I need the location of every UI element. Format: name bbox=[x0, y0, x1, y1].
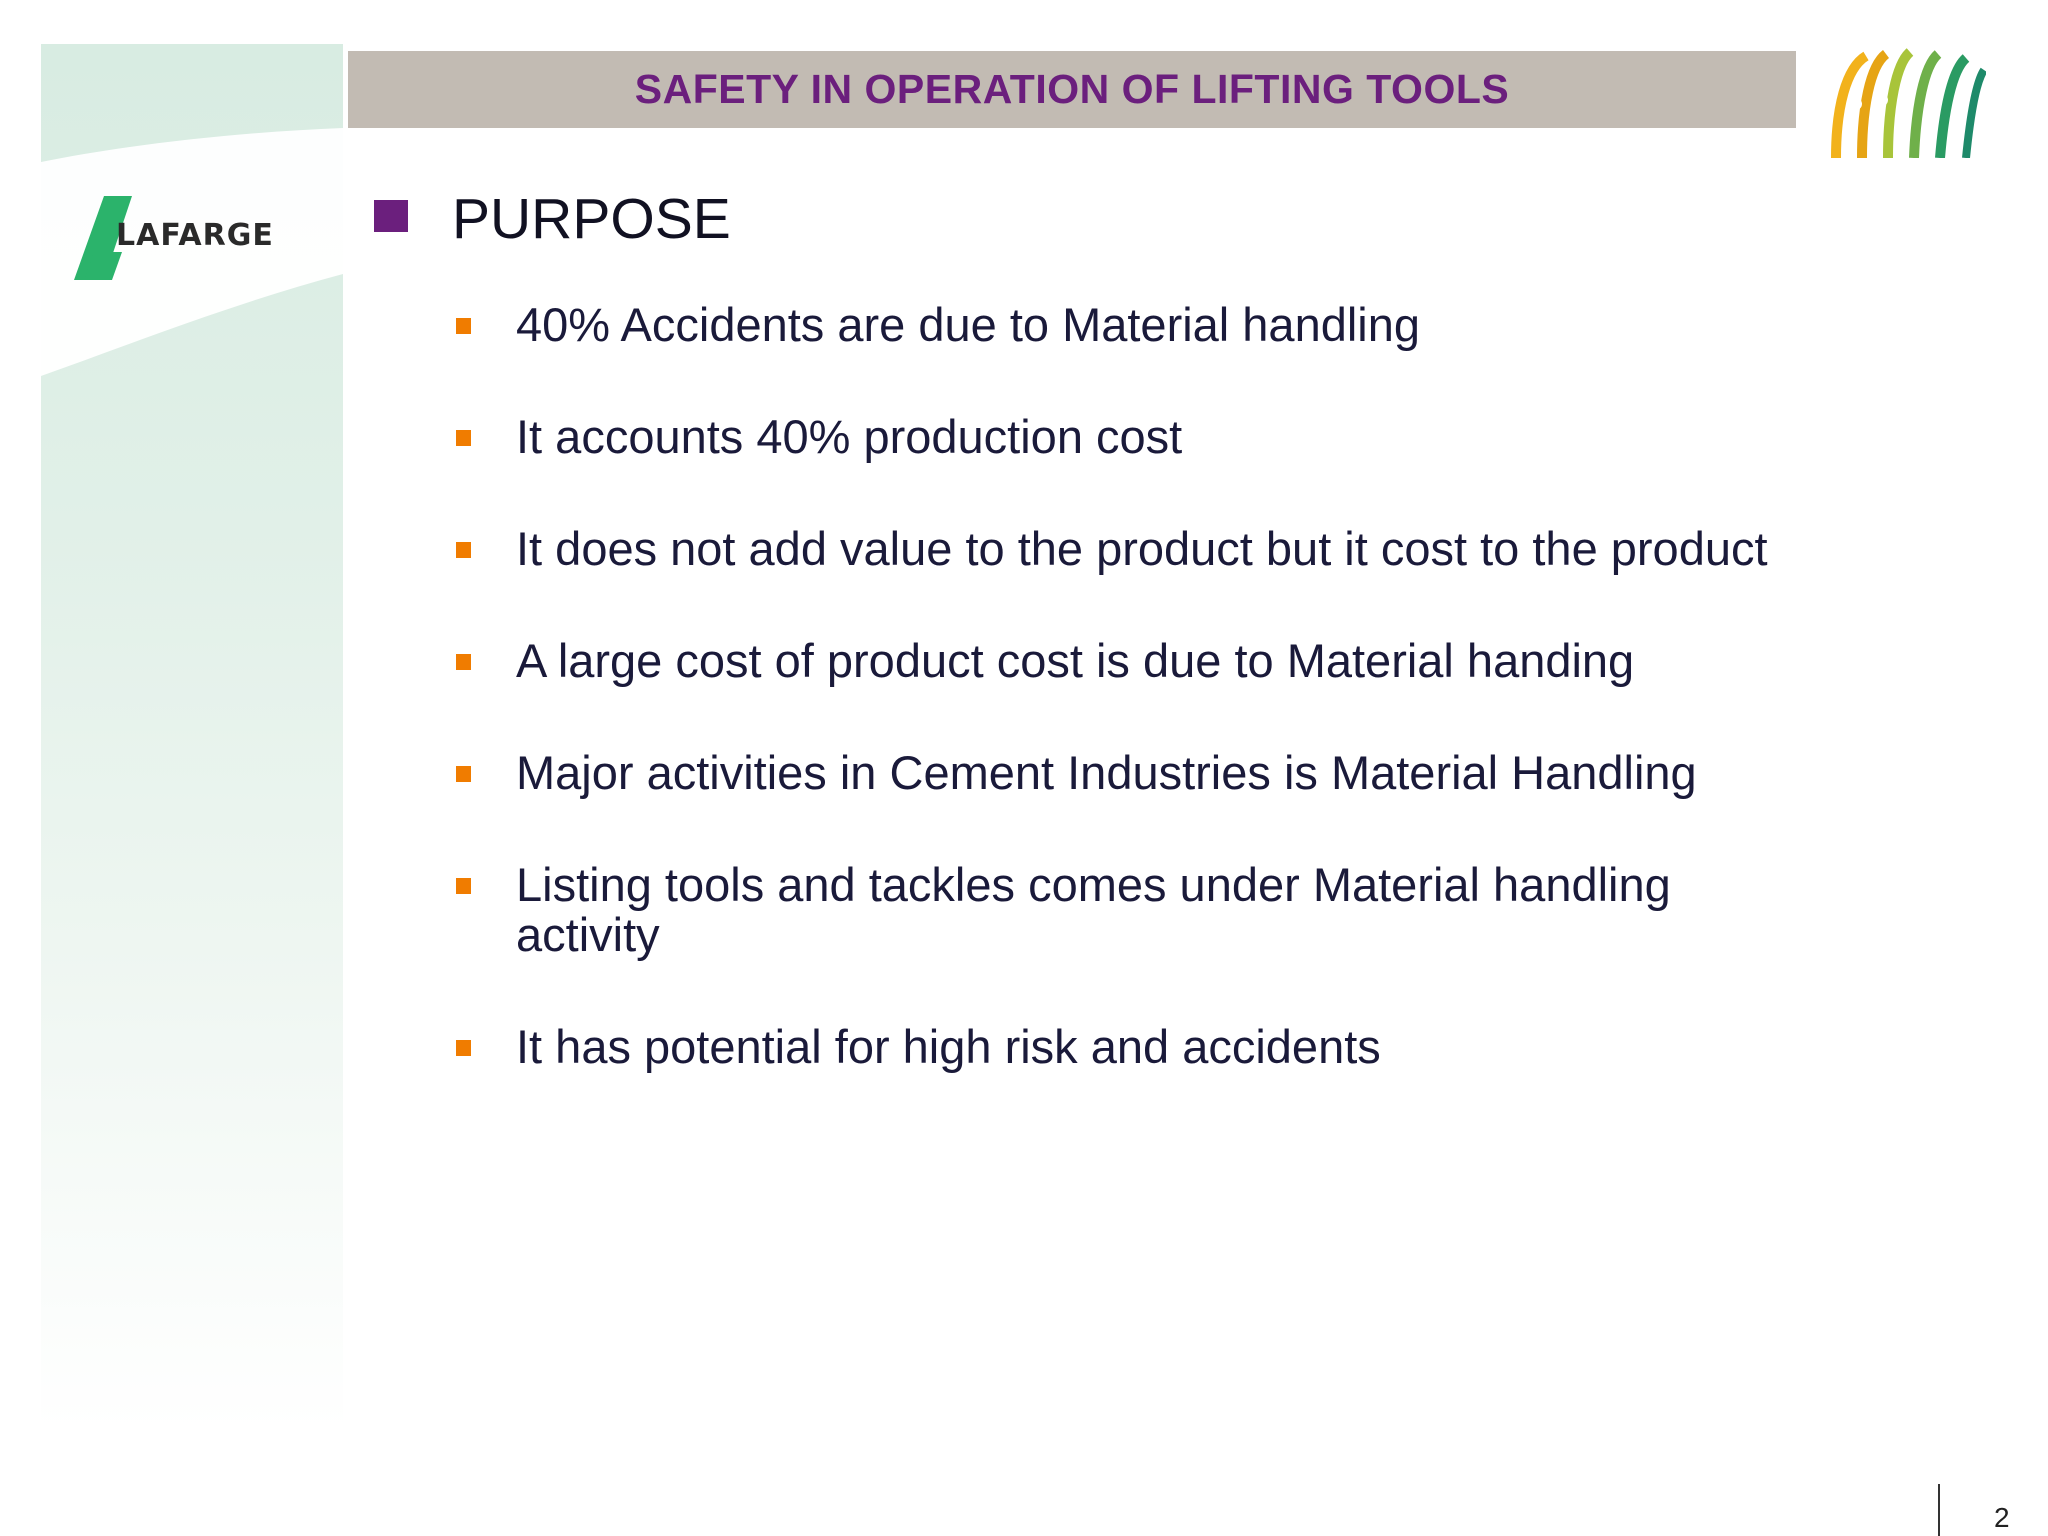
list-item-text: A large cost of product cost is due to Material handing bbox=[516, 634, 1635, 687]
bullet-icon bbox=[456, 766, 471, 782]
list-item bbox=[456, 1022, 1976, 1072]
list-item bbox=[456, 524, 1976, 574]
list-item-text: It accounts 40% production cost bbox=[516, 410, 1183, 463]
list-item-text: It does not add value to the product but it cost to the product bbox=[516, 522, 1768, 575]
bullet-icon bbox=[456, 878, 471, 894]
bullet-icon bbox=[456, 1040, 471, 1056]
section-heading: PURPOSE bbox=[452, 187, 731, 251]
list-item bbox=[456, 412, 1976, 462]
list-item bbox=[456, 636, 1976, 686]
footer-divider bbox=[1938, 1484, 1940, 1536]
page-number: 2 bbox=[1994, 1502, 2010, 1533]
bullet-icon bbox=[456, 654, 471, 670]
list-item bbox=[456, 748, 1976, 798]
bullet-list bbox=[456, 300, 1976, 1134]
main-bullet-icon bbox=[374, 200, 408, 232]
bullet-icon bbox=[456, 542, 471, 558]
list-item-text: It has potential for high risk and accidents bbox=[516, 1020, 1381, 1073]
page-title: SAFETY IN OPERATION OF LIFTING TOOLS bbox=[634, 66, 1510, 112]
bullet-icon bbox=[456, 430, 471, 446]
logo-text: LAFARGE bbox=[116, 218, 274, 253]
list-item-text: Major activities in Cement Industries is Material Handling bbox=[516, 746, 1697, 799]
list-item-text: 40% Accidents are due to Material handling bbox=[516, 298, 1421, 351]
people-logo-icon bbox=[1826, 48, 1986, 158]
title-bar bbox=[348, 51, 1796, 128]
list-item-text: Listing tools and tackles comes under Material handling activity bbox=[516, 858, 1671, 961]
bullet-icon bbox=[456, 318, 471, 334]
list-item bbox=[456, 300, 1976, 350]
list-item bbox=[456, 860, 1816, 960]
